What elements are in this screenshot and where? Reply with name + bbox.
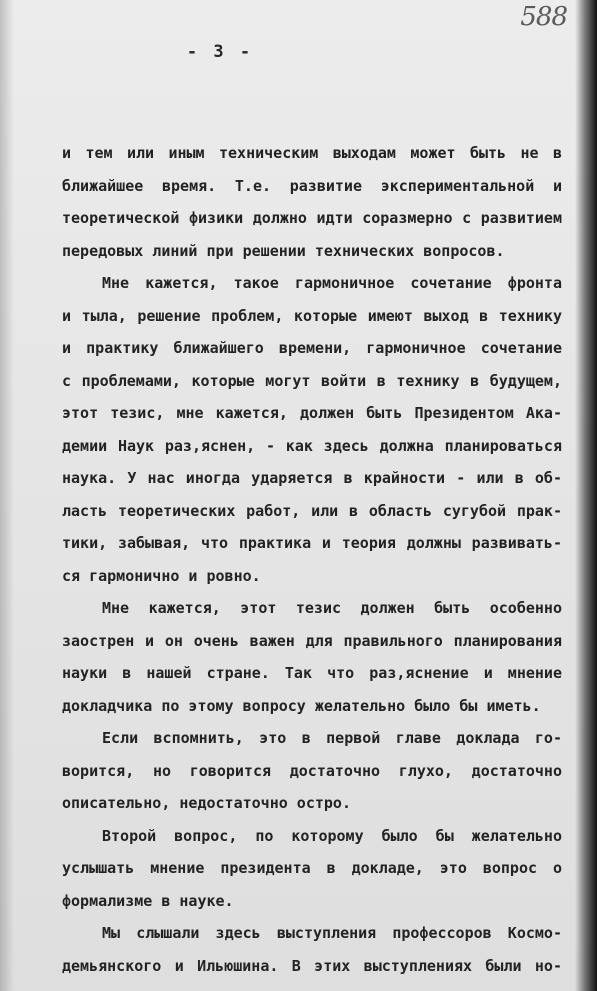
text-line: и практику ближайшего времени, гармоничное сочетание [62, 339, 562, 357]
text-line: демии Наук раз,яснен, - как здесь должна планироваться [62, 436, 562, 455]
text-line: ся гармонично и ровно. [62, 566, 261, 585]
text-line: ворится, но говорится достаточно глухо, достаточно [62, 761, 562, 780]
typewritten-text [62, 137, 562, 982]
paragraph-start: Мне кажется, такое гармоничное сочетание фронта [102, 274, 562, 292]
scan-shadow [0, 0, 14, 991]
text-line: ближайшее время. Т.е. развитие экспериментальной и [62, 176, 562, 195]
text-line: наука. У нас иногда ударяется в крайности - или в об- [62, 469, 562, 487]
text-line: заострен и он очень важен для правильного планирования [62, 631, 562, 650]
scan-edge [575, 0, 597, 991]
text-line: тики, забывая, что практика и теория должны развивать- [62, 534, 562, 552]
text-line: науки в нашей стране. Так что раз,яснение и мнение [62, 664, 562, 682]
text-line: с проблемами, которые могут войти в технику в будущем, [62, 371, 562, 390]
text-line: описательно, недостаточно остро. [62, 794, 351, 812]
page-number: - 3 - [186, 42, 254, 62]
text-line: демьянского и Ильюшина. В этих выступлениях были но- [62, 956, 562, 975]
text-line: докладчика по этому вопросу желательно было бы иметь. [62, 696, 541, 715]
text-line: ласть теоретических работ, или в область сугубой прак- [62, 501, 562, 520]
text-line: формализме в науке. [62, 891, 234, 910]
text-line: услышать мнение президента в докладе, это вопрос о [62, 859, 562, 877]
paragraph-start: Если вспомнить, это в первой главе доклада го- [102, 729, 562, 747]
paragraph-start: Второй вопрос, по которому было бы желательно [102, 826, 562, 845]
text-line: передовых линий при решении технических вопросов. [62, 241, 505, 260]
paragraph-start: Мне кажется, этот тезис должен быть особенно [102, 599, 562, 617]
text-line: и тем или иным техническим выходам может быть не в [62, 144, 562, 162]
paragraph-start: Мы слышали здесь выступления профессоров Космо- [102, 924, 562, 942]
text-line: теоретической физики должно идти соразмерно с развитием [62, 209, 562, 227]
folio-number: 588 [520, 2, 567, 32]
text-line: и тыла, решение проблем, которые имеют выход в технику [62, 306, 562, 325]
text-line: этот тезис, мне кажется, должен быть Президентом Ака- [62, 404, 562, 422]
